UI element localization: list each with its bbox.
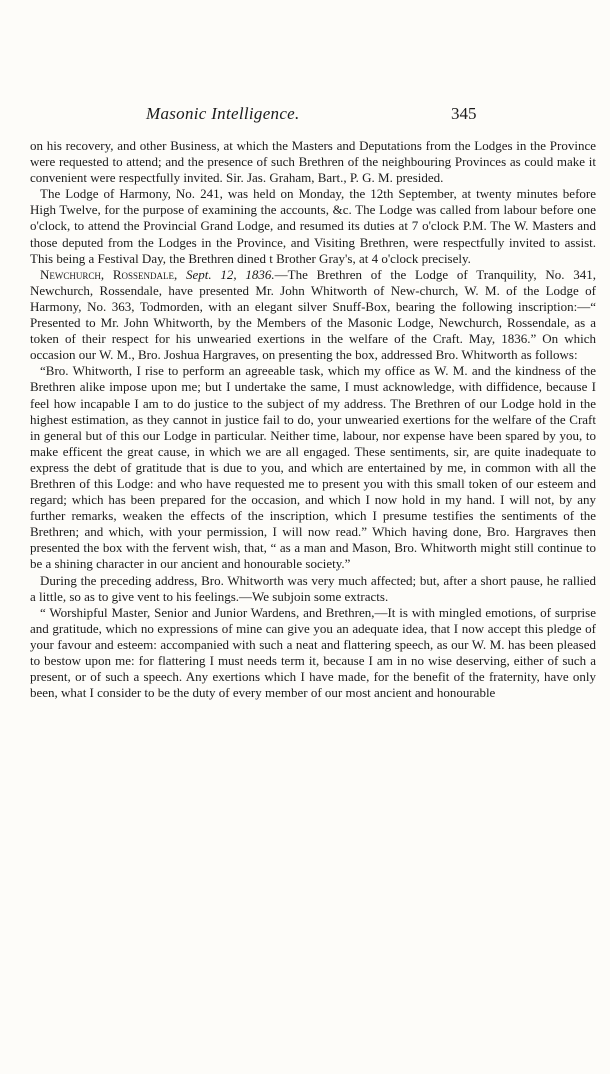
paragraph-4: “Bro. Whitworth, I rise to perform an agreeable task, which my office as W. M. and the kindness of the Brethren alike impose upon me; but I undertake the same, I must acknowledge, with diffidence, because I feel how incapable I am to do justice to the subject of my address. The Brethren of our Lodge hold in the highest estimation, as they cannot in justice fail to do, your unwearied exertions for the welfare of the Craft in general but of this our Lodge in particular. Neither time, labour, nor expense have been spared by you, to make efficent the great cause, in which we are all engaged. These sentiments, sir, are quite inadequate to express the debt of gratitude that is due to you, and which are entertained by me, in common with all the Brethren of this Lodge: and who have requested me to present you with this small token of our esteem and regard; which has been prepared for the occasion, and which I now hold in my hand. I will not, by any further remarks, weaken the effects of the inscription, which I presume testifies the sentiments of the Brethren; and which, with your permission, I will now read.” Which having done, Bro. Hargraves then presented the box with the fervent wish, that, “ as a man and Mason, Bro. Whitworth might still continue to be a shining character in our ancient and honourable society.” — [30, 363, 596, 572]
paragraph-6: “ Worshipful Master, Senior and Junior Wardens, and Brethren,—It is with mingled emotions, of surprise and gratitude, which no expressions of mine can give you an adequate idea, that I now accept this pledge of your favour and esteem: accompanied with such a neat and flattering speech, as our W. M. has been pleased to bestow upon me: for flattering I must needs term it, because I am in no wise deserving, either of such a present, or of such a speech. Any exertions which I have made, for the benefit of the fraternity, have only been, what I consider to be the duty of every member of our most ancient and honourable — [30, 604, 596, 701]
paragraph-3 — [30, 267, 596, 364]
running-title: Masonic Intelligence. — [146, 104, 300, 123]
paragraph-1: on his recovery, and other Business, at which the Masters and Deputations from the Lodges in the Province were requested to attend; and the presence of such Brethren of the neighbouring Provinces as could make it convenient were respectfully invited. Sir. Jas. Graham, Bart., P. G. M. presided. — [30, 138, 596, 186]
article-body — [30, 138, 596, 701]
paragraph-3-text: —The Brethren of the Lodge of Tranquility, No. 341, Newchurch, Rossendale, have presented Mr. John Whitworth of New-church, W. M. of the Lodge of Harmony, No. 363, Todmorden, with an elegant silver Snuff-Box, bearing the following inscription:—“ Presented to Mr. John Whitworth, by the Members of the Masonic Lodge, Newchurch, Rossendale, as a token of their respect for his unwearied exertions in the welfare of the Craft. May, 1836.” On which occasion our W. M., Bro. Joshua Hargraves, on presenting the box, addressed Bro. Whitworth as follows: — [30, 266, 596, 363]
paragraph-2: The Lodge of Harmony, No. 241, was held on Monday, the 12th September, at twenty minutes before High Twelve, for the purpose of examining the accounts, &c. The Lodge was called from labour before one o'clock, to attend the Provincial Grand Lodge, and resumed its duties at 7 o'clock P.M. The W. Masters and those deputed from the Lodges in the Province, and Visiting Brethren, were respectfully invited to assist. This being a Festival Day, the Brethren dined t Brother Gray's, at 4 o'clock precisely. — [30, 186, 596, 266]
dateline: Sept. 12, 1836. — [186, 266, 275, 282]
place-heading: Newchurch, Rossendale, — [40, 266, 178, 282]
page-number: 345 — [451, 104, 477, 123]
paragraph-5: During the preceding address, Bro. Whitworth was very much affected; but, after a short pause, he rallied a little, so as to give vent to his feelings.—We subjoin some extracts. — [30, 572, 596, 604]
page-header — [0, 104, 610, 128]
